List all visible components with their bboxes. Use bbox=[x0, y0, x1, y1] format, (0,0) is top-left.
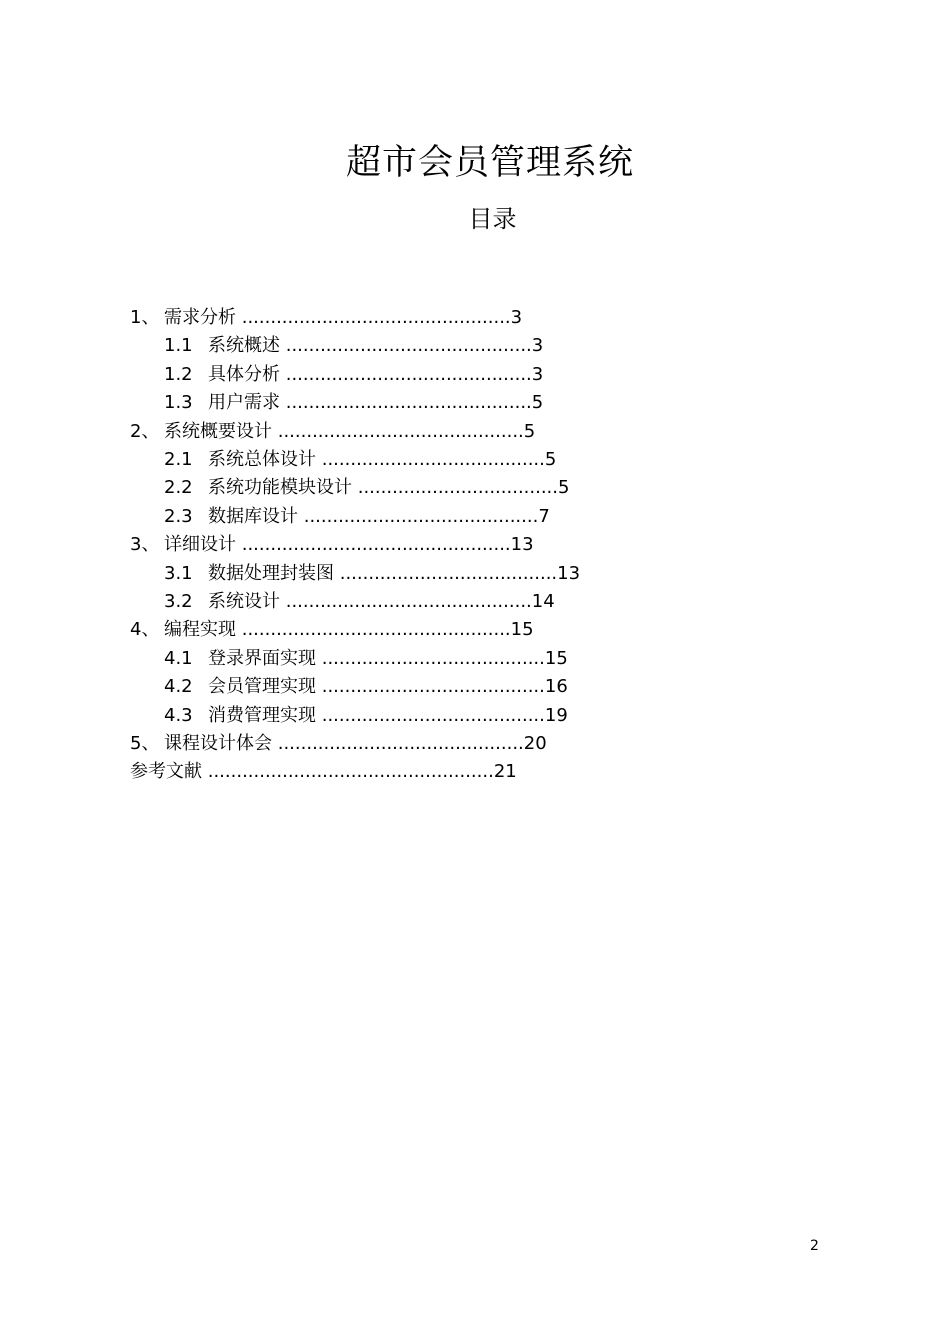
toc-entry[interactable] bbox=[164, 588, 555, 616]
toc-entry-leader: ................................... bbox=[357, 477, 558, 499]
toc-entry-number: 3.2 bbox=[164, 591, 193, 612]
toc-entry[interactable] bbox=[164, 503, 550, 531]
toc-entry-label: 系统概述 bbox=[208, 335, 286, 357]
toc-entry-label: 需求分析 bbox=[164, 307, 242, 328]
toc-entry[interactable] bbox=[130, 304, 522, 332]
toc-entry[interactable] bbox=[164, 645, 568, 673]
toc-entry-number: 2.2 bbox=[164, 477, 193, 499]
toc-entry[interactable] bbox=[164, 446, 556, 474]
toc-entry[interactable] bbox=[130, 758, 517, 786]
document-title: 超市会员管理系统 bbox=[345, 143, 634, 183]
toc-entry-label: 会员管理实现 bbox=[208, 676, 322, 698]
toc-entry-label: 系统概要设计 bbox=[164, 420, 278, 442]
toc-entry-page: 20 bbox=[523, 733, 547, 754]
toc-entry-leader: ........................................... bbox=[285, 363, 532, 385]
toc-entry-page: 3 bbox=[510, 307, 523, 328]
toc-entry-number: 4.1 bbox=[164, 647, 193, 669]
toc-entry-leader: ............................................... bbox=[241, 619, 511, 641]
toc-entry-leader: ...................................... bbox=[339, 562, 558, 584]
toc-entry-page: 15 bbox=[544, 647, 568, 669]
toc-entry-page: 16 bbox=[544, 676, 568, 698]
toc-entry-leader: ....................................... bbox=[321, 704, 545, 726]
toc-entry[interactable] bbox=[130, 531, 534, 559]
toc-entry-label: 登录界面实现 bbox=[208, 647, 322, 669]
toc-entry-page: 15 bbox=[510, 619, 534, 641]
toc-entry[interactable] bbox=[164, 332, 543, 360]
toc-entry-number: 1.3 bbox=[164, 392, 193, 414]
toc-entry[interactable] bbox=[164, 474, 569, 502]
toc-entry-page: 5 bbox=[523, 420, 536, 442]
toc-entry-label: 详细设计 bbox=[164, 534, 242, 556]
toc-entry-leader: ........................................... bbox=[285, 335, 532, 357]
toc-entry-number: 3.1 bbox=[164, 562, 193, 584]
toc-entry-leader: .................................................. bbox=[207, 761, 494, 783]
toc-entry-leader: ....................................... bbox=[321, 449, 545, 470]
toc-entry-label: 消费管理实现 bbox=[208, 704, 322, 726]
toc-entry-label: 数据处理封装图 bbox=[208, 562, 340, 584]
toc-entry-page: 21 bbox=[493, 761, 517, 783]
toc-entry-page: 14 bbox=[531, 591, 555, 612]
toc-entry-page: 7 bbox=[538, 505, 550, 527]
toc-entry-number: 1.1 bbox=[164, 335, 193, 357]
toc-entry-leader: ......................................... bbox=[303, 505, 539, 527]
toc-entry[interactable] bbox=[164, 389, 543, 417]
toc-entry-label: 系统设计 bbox=[208, 591, 286, 612]
toc-entry[interactable] bbox=[130, 730, 547, 758]
toc-entry-leader: ........................................... bbox=[277, 420, 524, 442]
toc-entry-leader: ............................................... bbox=[241, 307, 511, 328]
toc-entry-label: 用户需求 bbox=[208, 392, 286, 414]
toc-entry-label: 系统总体设计 bbox=[208, 449, 322, 470]
toc-entry-label: 参考文献 bbox=[130, 761, 208, 783]
toc-entry-number: 1、 bbox=[130, 307, 160, 328]
toc-entry-number: 2、 bbox=[130, 420, 160, 442]
toc-entry[interactable] bbox=[164, 361, 543, 389]
toc-entry[interactable] bbox=[130, 418, 535, 446]
toc-entry-leader: ............................................... bbox=[241, 534, 511, 556]
toc-entry-number: 5、 bbox=[130, 733, 160, 754]
toc-entry-page: 5 bbox=[558, 477, 570, 499]
toc-entry-number: 4、 bbox=[130, 619, 160, 641]
toc-entry-number: 4.2 bbox=[164, 676, 193, 698]
toc-entry-page: 13 bbox=[510, 534, 534, 556]
toc-entry-page: 3 bbox=[531, 363, 544, 385]
toc-entry-label: 具体分析 bbox=[208, 363, 286, 385]
toc-entry-page: 3 bbox=[531, 335, 544, 357]
toc-entry-label: 课程设计体会 bbox=[164, 733, 278, 754]
toc-entry-label: 数据库设计 bbox=[208, 505, 304, 527]
toc-entry-leader: ....................................... bbox=[321, 647, 545, 669]
page-number: 2 bbox=[810, 1238, 819, 1254]
toc-entry[interactable] bbox=[164, 702, 568, 730]
toc-entry[interactable] bbox=[130, 616, 534, 644]
toc-entry-label: 系统功能模块设计 bbox=[208, 477, 358, 499]
toc-entry-page: 5 bbox=[531, 392, 544, 414]
toc-entry-number: 1.2 bbox=[164, 363, 193, 385]
toc-entry-leader: ....................................... bbox=[321, 676, 545, 698]
toc-entry-number: 4.3 bbox=[164, 704, 193, 726]
toc-entry-page: 19 bbox=[544, 704, 568, 726]
toc-entry-label: 编程实现 bbox=[164, 619, 242, 641]
toc-entry-number: 2.1 bbox=[164, 449, 193, 470]
toc-entry-leader: ........................................... bbox=[277, 733, 524, 754]
toc-entry-page: 13 bbox=[557, 562, 581, 584]
toc-entry-number: 3、 bbox=[130, 534, 160, 556]
toc-entry[interactable] bbox=[164, 560, 580, 588]
toc-entry-page: 5 bbox=[544, 449, 557, 470]
toc-entry-leader: ........................................... bbox=[285, 392, 532, 414]
toc-entry-leader: ........................................... bbox=[285, 591, 532, 612]
toc-entry[interactable] bbox=[164, 673, 568, 701]
toc-entry-number: 2.3 bbox=[164, 505, 193, 527]
toc-heading: 目录 bbox=[468, 205, 517, 233]
